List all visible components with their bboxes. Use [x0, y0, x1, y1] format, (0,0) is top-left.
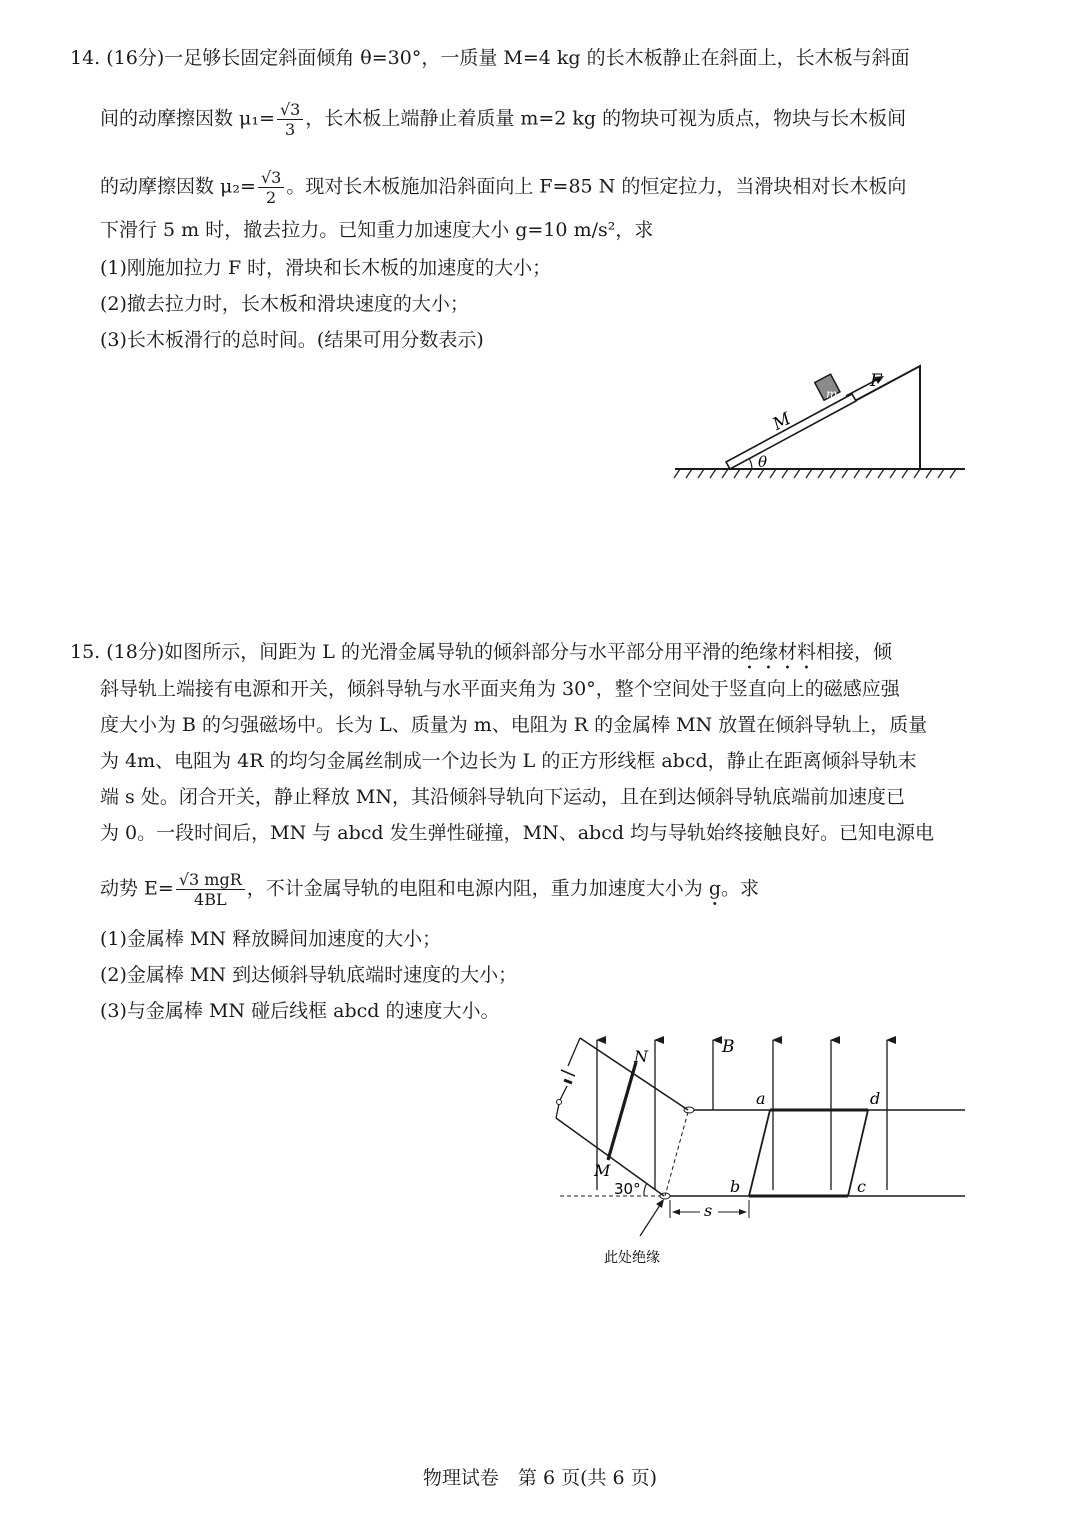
frame-side-ab: [749, 1110, 770, 1196]
q15-emphasized-g: g: [708, 877, 721, 900]
q14-line-2-start: 间的动摩擦因数 μ₁=: [100, 107, 275, 130]
q15-sub-question-3: (3)与金属棒 MN 碰后线框 abcd 的速度大小。: [100, 1000, 500, 1022]
q14-line-3-start: 的动摩擦因数 μ₂=: [100, 175, 256, 198]
battery-wire: [568, 1038, 580, 1066]
q15-line-3: 度大小为 B 的匀强磁场中。长为 L、质量为 m、电阻为 R 的金属棒 MN 放置在倾斜导轨上，质量: [100, 714, 928, 736]
q14-sub-question-1: (1)刚施加拉力 F 时，滑块和长木板的加速度的大小；: [100, 257, 552, 279]
label-F: F: [870, 371, 882, 391]
q15-line-5: 端 s 处。闭合开关，静止释放 MN，其沿倾斜导轨向下运动，且在到达倾斜导轨底端前加速度已: [100, 786, 905, 808]
label-B: B: [722, 1037, 735, 1057]
mu2-numerator: √3: [258, 168, 284, 188]
label-N: N: [634, 1047, 648, 1066]
q15-sub-question-1: (1)金属棒 MN 释放瞬间加速度的大小；: [100, 928, 442, 950]
switch-wire: [560, 1086, 567, 1100]
q15-line-7-middle: ，不计金属导轨的电阻和电源内阻，重力加速度大小为: [246, 877, 709, 900]
q14-sub-question-3: (3)长木板滑行的总时间。(结果可用分数表示): [100, 329, 484, 351]
label-b: b: [730, 1177, 741, 1196]
q15-line-7-start: 动势 E=: [100, 877, 174, 900]
page-footer: 物理试卷 第 6 页(共 6 页): [422, 1467, 658, 1489]
q15-line-2: 斜导轨上端接有电源和开关，倾斜导轨与水平面夹角为 30°，整个空间处于竖直向上的磁感应强: [100, 678, 900, 700]
switch-lever: [556, 1104, 559, 1118]
label-M-plank: M: [769, 408, 795, 435]
label-insulation: 此处绝缘: [604, 1250, 660, 1266]
q14-line-1: 14. (16分)一足够长固定斜面倾角 θ=30°，一质量 M=4 kg 的长木板静止在斜面上，长木板与斜面: [70, 47, 910, 69]
q15-line-6: 为 0。一段时间后，MN 与 abcd 发生弹性碰撞，MN、abcd 均与导轨始终接触良好。已知电源电: [100, 822, 935, 844]
q15-line-1-end: 相接，倾: [815, 641, 892, 663]
insulation-joint-upper: [684, 1107, 694, 1113]
q14-line-3-end: 。现对长木板施加沿斜面向上 F=85 N 的恒定拉力，当滑块相对长木板向: [286, 175, 907, 198]
q14-sub-question-2: (2)撤去拉力时，长木板和滑块速度的大小；: [100, 293, 469, 315]
mu1-denominator: 3: [285, 120, 296, 139]
insulation-pointer: [640, 1202, 662, 1236]
label-theta: θ: [758, 453, 768, 471]
q14-line-2-end: ，长木板上端静止着质量 m=2 kg 的物块可视为质点，物块与长木板间: [305, 107, 907, 130]
rail-end-dashed-line: [665, 1112, 688, 1196]
emf-numerator: √3 mgR: [176, 870, 245, 890]
label-a: a: [756, 1089, 766, 1108]
battery-icon: [561, 1070, 575, 1083]
rod-MN: [608, 1062, 636, 1160]
q15-emphasized-insulation: 绝缘材料: [739, 641, 816, 663]
switch-contact: [557, 1100, 562, 1105]
mu2-denominator: 2: [266, 188, 277, 207]
label-s: s: [704, 1201, 713, 1220]
q15-line-1-start: 15. (18分)如图所示，间距为 L 的光滑金属导轨的倾斜部分与水平部分用平滑的: [70, 641, 740, 663]
q15-sub-question-2: (2)金属棒 MN 到达倾斜导轨底端时速度的大小；: [100, 964, 518, 986]
q15-line-4: 为 4m、电阻为 4R 的均匀金属丝制成一个边长为 L 的正方形线框 abcd，静止在距离倾斜导轨末: [100, 750, 917, 772]
label-m: m: [826, 387, 838, 401]
mu1-numerator: √3: [277, 100, 303, 120]
q15-line-7-end: 。求: [720, 877, 759, 900]
label-c: c: [857, 1177, 866, 1196]
emf-denominator: 4BL: [194, 890, 227, 909]
q14-line-4: 下滑行 5 m 时，撤去拉力。已知重力加速度大小 g=10 m/s²，求: [100, 219, 654, 241]
label-d: d: [870, 1089, 881, 1108]
angle-arc: [644, 1183, 647, 1196]
label-angle-30: 30°: [614, 1180, 641, 1198]
label-M-rod: M: [594, 1161, 611, 1180]
